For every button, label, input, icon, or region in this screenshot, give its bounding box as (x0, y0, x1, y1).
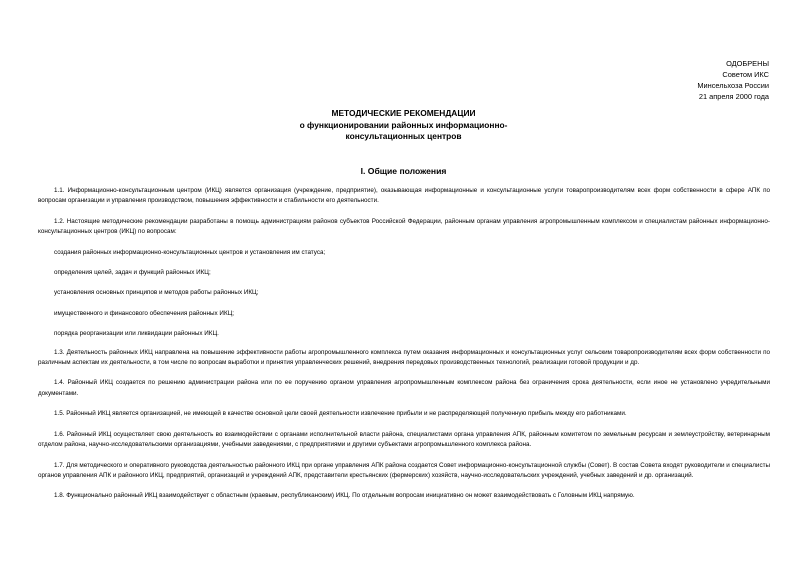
document-body (38, 186, 770, 502)
section-heading: I. Общие положения (360, 166, 447, 176)
list-item: порядка реорганизации или ликвидации районных ИКЦ. (54, 330, 219, 338)
paragraph-1-2: 1.2. Настоящие методические рекомендации разработаны в помощь администрациям районов субъектов Российской Федерации, районным органам управления агропромышленным комплексом и специалистам районных информационно-консультационных центров (ИКЦ) по вопросам: (38, 217, 770, 236)
paragraph-1-7: 1.7. Для методического и оперативного руководства деятельностью районного ИКЦ при органе управления АПК района создается Совет информационно-консультационной службы (Совет). В состав Совета входят руководители и специалисты органов управления АПК и районного ИКЦ, предприятий, организаций и учреждений АПК, представители крестьянских (фермерских) хозяйств, научно-исследовательских учреждений, учебных заведений и др. организаций. (38, 461, 770, 479)
paragraph-1-4: 1.4. Районный ИКЦ создается по решению администрации района или по ее поручению органом управления агропромышленным комплексом района без ограничения срока деятельности, если иное не установлено учредительными документами. (38, 379, 770, 397)
paragraph-1-5: 1.5. Районный ИКЦ является организацией, не имеющей в качестве основной цели своей деятельности извлечение прибыли и не распределяющей полученную прибыль между его работниками. (54, 410, 627, 418)
paragraph-1-8: 1.8. Функционально районный ИКЦ взаимодействует с областным (краевым, республиканским) ИКЦ. По отдельным вопросам инициативно он может взаимодействовать с Головным ИКЦ напрямую. (54, 492, 635, 500)
list-item: установления основных принципов и методов работы районных ИКЦ; (54, 289, 259, 297)
paragraph-1-3: 1.3. Деятельность районных ИКЦ направлена на повышение эффективности работы агропромышленного комплекса путем оказания информационных и консультационных услуг сельским товаропроизводителям всех форм собственности по различным аспектам их деятельности, в том числе по вопросам выработки и принятия управленческих решений, внедрения передовых производственных технологий, реализации готовой продукции и др. (38, 348, 770, 367)
document-title-sub-2: консультационных центров (345, 131, 462, 141)
approval-line-date: 21 апреля 2000 года (698, 92, 769, 101)
paragraph-1-6: 1.6. Районный ИКЦ осуществляет свою деятельность во взаимодействии с органами исполнительной власти района, специалистами органа управления АПК, районным комитетом по земельным ресурсам и землеустройству, ветеринарным отделом района, научно-исследовательскими организациями, учебными заведениями, с предприятиями и другими субъектами агропромышленного комплекса района. (38, 430, 770, 449)
paragraph-1-1: 1.1. Информационно-консультационным центром (ИКЦ) является организация (учреждение, предприятие), оказывающая информационные и консультационные услуги товаропроизводителям всех форм собственности в сфере АПК по вопросам организации и управления производством, повышения эффективности и стабильности его деятельности. (38, 187, 770, 205)
document-title (0, 108, 807, 143)
list-item: имущественного и финансового обеспечения районных ИКЦ; (54, 309, 235, 317)
document-title-sub-1: о функционировании районных информационно- (299, 119, 508, 130)
approval-line-approved: ОДОБРЕНЫ (726, 59, 769, 68)
approval-line-ministry: Минсельхоза России (697, 81, 769, 90)
document-title-main: МЕТОДИЧЕСКИЕ РЕКОМЕНДАЦИИ (331, 108, 476, 118)
approval-line-council: Советом ИКС (722, 70, 769, 79)
list-item: создания районных информационно-консультационных центров и установления им статуса; (54, 248, 326, 256)
list-item: определения целей, задач и функций районных ИКЦ; (54, 269, 211, 277)
approval-stamp (697, 58, 769, 102)
